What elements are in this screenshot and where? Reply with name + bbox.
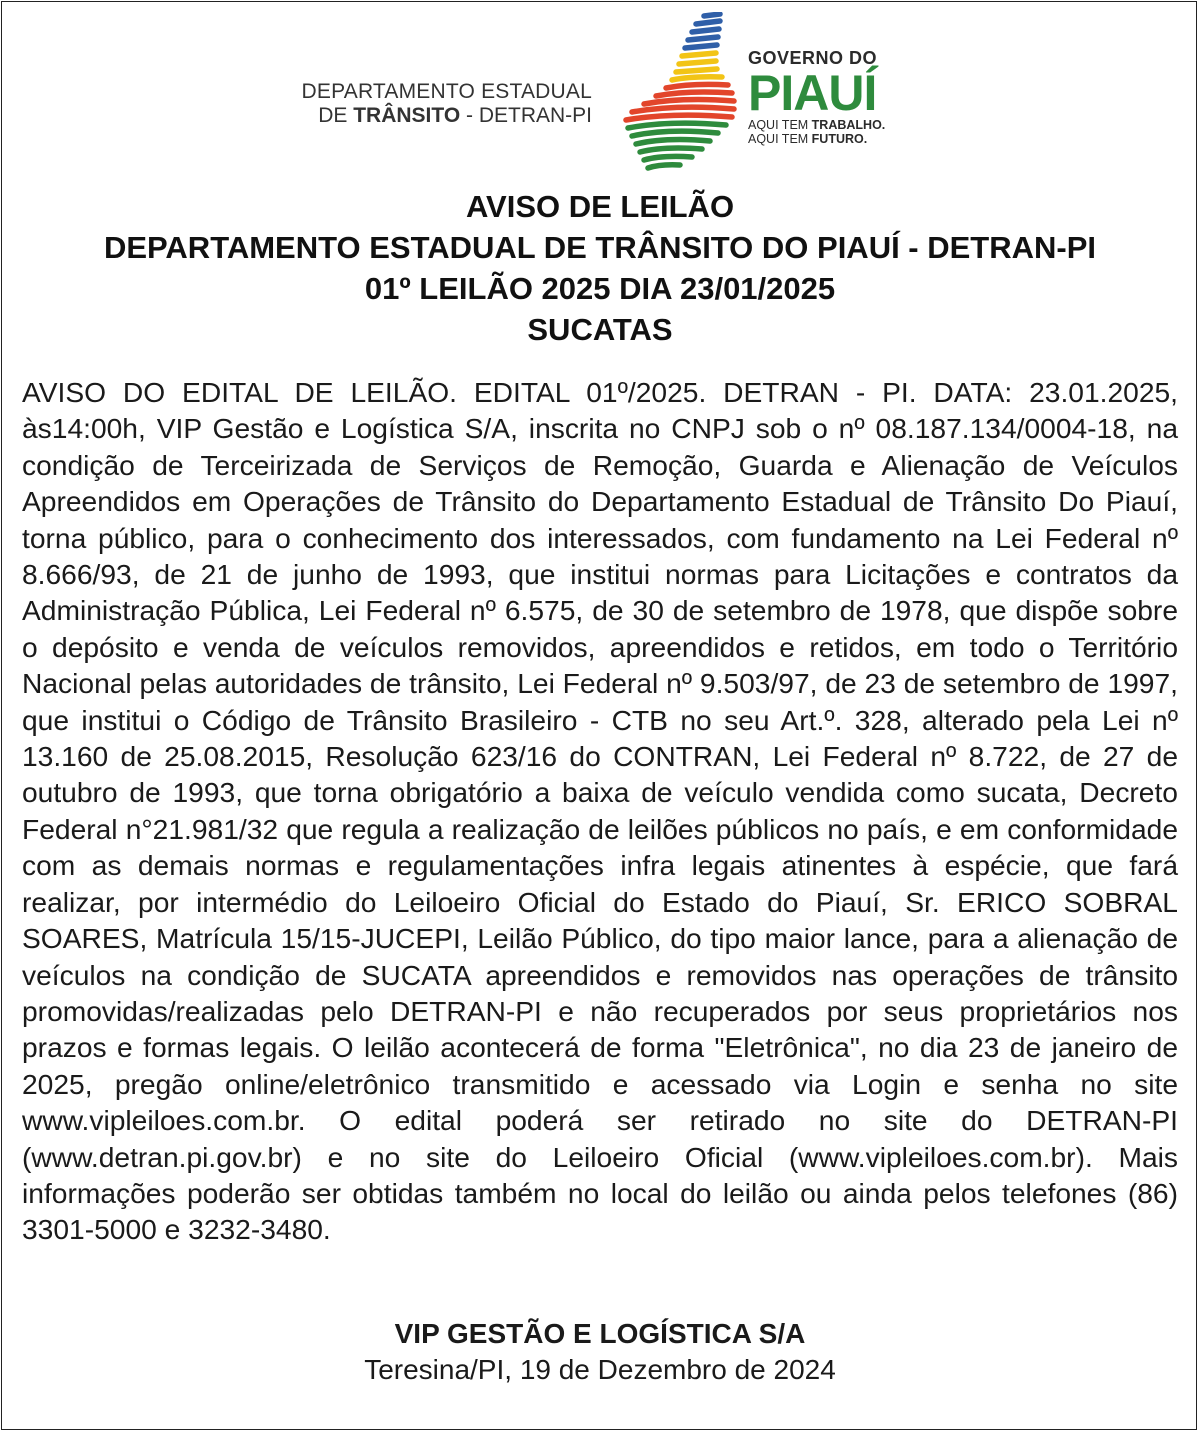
- heading-category: SUCATAS: [527, 312, 673, 347]
- detran-logo: [298, 80, 592, 128]
- governo-piaui-logo: [748, 48, 908, 146]
- gov-logo-tagline-1: AQUI TEM TRABALHO.: [748, 118, 886, 132]
- detran-logo-line1: DEPARTAMENTO ESTADUAL: [301, 80, 592, 103]
- heading-department: DEPARTAMENTO ESTADUAL DE TRÂNSITO DO PIAUÍ - DETRAN-PI: [103, 230, 1097, 265]
- notice-headings: [0, 186, 1200, 350]
- piaui-state-stripes-icon: [622, 12, 740, 177]
- gov-logo-tagline-2: AQUI TEM FUTURO.: [748, 132, 868, 146]
- notice-body: AVISO DO EDITAL DE LEILÃO. EDITAL 01º/2025. DETRAN - PI. DATA: 23.01.2025, às14:00h, VIP Gestão e Logística S/A, inscrita no CNPJ sob o nº 08.187.134/0004-18, na condição de Terceirizada de Serviços de Remoção, Guarda e Alienação de Veículos Apreendidos em Operações de Trânsito do Departamento Estadual de Trânsito Do Piauí, torna público, para o conhecimento dos interessados, com fundamento na Lei Federal nº 8.666/93, de 21 de junho de 1993, que institui normas para Licitações e contratos da Administração Pública, Lei Federal nº 6.575, de 30 de setembro de 1978, que dispõe sobre o depósito e venda de veículos removidos, apreendidos e retidos, em todo o Território Nacional pelas autoridades de trânsito, Lei Federal nº 9.503/97, de 23 de setembro de 1997, que institui o Código de Trânsito Brasileiro - CTB no seu Art.º. 328, alterado pela Lei nº 13.160 de 25.08.2015, Resolução 623/16 do CONTRAN, Lei Federal nº 8.722, de 27 de outubro de 1993, que torna obrigatório a baixa de veículo vendida como sucata, Decreto Federal n°21.981/32 que regula a realização de leilões públicos no país, e em conformidade com as demais normas e regulamentações infra legais atinentes à espécie, que fará realizar, por intermédio do Leiloeiro Oficial do Estado do Piauí, Sr. ERICO SOBRAL SOARES, Matrícula 15/15-JUCEPI, Leilão Público, do tipo maior lance, para a alienação de veículos na condição de SUCATA apreendidos e removidos nas operações de trânsito promovidas/realizadas pelo DETRAN-PI e não recuperados por seus proprietários nos prazos e formas legais. O leilão acontecerá de forma "Eletrônica", no dia 23 de janeiro de 2025, pregão online/eletrônico transmitido e acessado via Login e senha no site www.vipleiloes.com.br. O edital poderá ser retirado no site do DETRAN-PI (www.detran.pi.gov.br) e no site do Leiloeiro Oficial (www.vipleiloes.com.br). Mais informações poderão ser obtidas também no local do leilão ou ainda pelos telefones (86) 3301-5000 e 3232-3480.: [22, 376, 1178, 1246]
- signature-company: VIP GESTÃO E LOGÍSTICA S/A: [394, 1318, 806, 1349]
- header-logos: [0, 12, 1200, 182]
- gov-logo-top: GOVERNO DO: [748, 48, 878, 68]
- detran-logo-line2: DE TRÂNSITO - DETRAN-PI: [318, 104, 592, 127]
- heading-title: AVISO DE LEILÃO: [465, 189, 735, 224]
- heading-auction-date: 01º LEILÃO 2025 DIA 23/01/2025: [364, 271, 836, 306]
- signature-place-date: Teresina/PI, 19 de Dezembro de 2024: [364, 1354, 836, 1385]
- gov-logo-name: PIAUÍ: [748, 65, 877, 121]
- signature-block: [0, 1316, 1200, 1388]
